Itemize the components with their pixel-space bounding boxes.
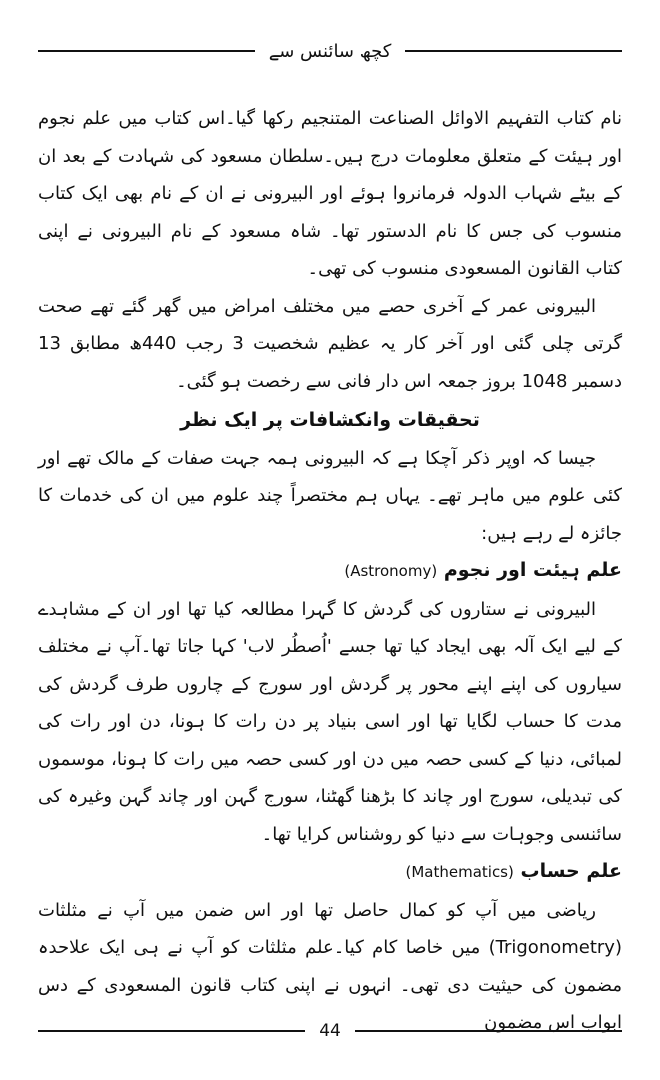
paragraph-astronomy: البیرونی نے ستاروں کی گردش کا گہرا مطالعہ کیا تھا اور ان کے مشاہدے کے لیے ایک آلہ بھی ایجاد کیا تھا جسے 'اُصطُر لاب' کہا جاتا تھا۔آپ نے مختلف سیاروں کی اپنے اپنے محور پر گردش اور سورج کے چاروں طرف گردش کی مدت کا حساب لگایا تھا اور اسی بنیاد پر دن رات کا ہونا، دن اور رات کی لمبائی، دنیا کے کسی حصہ میں دن اور کسی حصہ میں رات کا ہونا، موسموں کی تبدیلی، سورج اور چاند کا بڑھنا گھٹنا، سورج گہن اور چاند گہن وغیرہ کی سائنسی وجوہات سے دنیا کو روشناس کرایا تھا۔ xyxy=(38,598,622,845)
mathematics-heading-urdu: علم حساب xyxy=(520,860,622,882)
astronomy-heading-english: (Astronomy) xyxy=(344,562,438,580)
paragraph-intro: جیسا کہ اوپر ذکر آچکا ہے کہ البیرونی ہمہ جہت صفات کے مالک تھے اور کئی علوم میں ماہر تھے۔ یہاں ہم مختصراً چند علوم میں ان کی خدمات کا جائزہ لے رہے ہیں: xyxy=(38,447,622,544)
paragraph-biography: نام کتاب التفہیم الاوائل الصناعت المتنجیم رکھا گیا۔اس کتاب میں علم نجوم اور ہیئت کے متعلق معلومات درج ہیں۔سلطان مسعود کی شہادت کے بعد ان کے بیٹے شہاب الدولہ فرمانروا ہوئے اور البیرونی نے ان کے نام بھی ایک کتاب منسوب کی جس کا نام الدستور تھا۔ شاہ مسعود کے نام البیرونی نے اپنی کتاب القانون المسعودی منسوب کی تھی۔ xyxy=(38,108,622,279)
footer-rule-left xyxy=(38,1030,305,1032)
running-title: کچھ سائنس سے xyxy=(268,40,392,62)
mathematics-heading xyxy=(38,853,622,892)
paragraph-death: البیرونی عمر کے آخری حصے میں مختلف امراض میں گھر گئے تھے صحت گرتی چلی گئی اور آخر کار یہ عظیم شخصیت 3 رجب 440ھ مطابق 13 دسمبر 1048 بروز جمعہ اس دار فانی سے رخصت ہو گئی۔ xyxy=(38,295,623,392)
section-heading: تحقیقات وانکشافات پر ایک نظر xyxy=(180,409,480,431)
astronomy-heading-urdu: علم ہیئت اور نجوم xyxy=(443,559,622,581)
page-body xyxy=(38,100,622,1042)
footer-rule-right xyxy=(355,1030,622,1032)
mathematics-heading-english: (Mathematics) xyxy=(405,863,514,881)
running-header xyxy=(38,36,622,66)
header-rule-right xyxy=(38,50,255,52)
astronomy-heading xyxy=(38,552,622,591)
page-footer xyxy=(38,1016,622,1046)
page-number: 44 xyxy=(319,1021,341,1041)
paragraph-mathematics: ریاضی میں آپ کو کمال حاصل تھا اور اس ضمن میں آپ نے مثلثات (Trigonometry) میں خاصا کام کیا۔علم مثلثات کو آپ نے ہی ایک علاحدہ مضمون کی حیثیت دی تھی۔ انہوں نے اپنی کتاب قانون المسعودی کے دس ابواب اس مضمون xyxy=(38,899,622,1033)
header-rule-left xyxy=(405,50,622,52)
